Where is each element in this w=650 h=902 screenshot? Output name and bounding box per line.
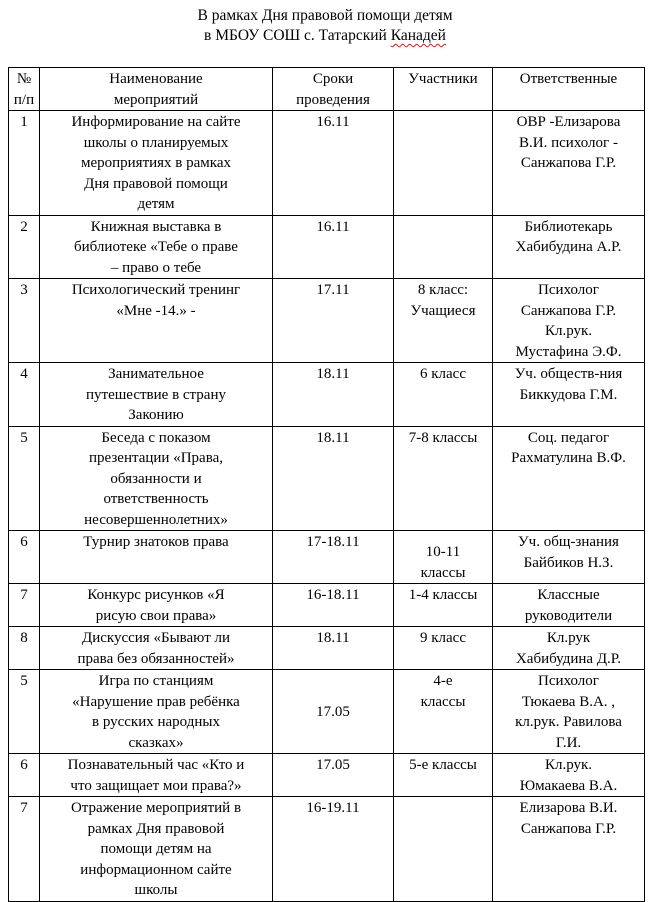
row-number: 5 <box>9 426 40 531</box>
cell-line: ОВР -Елизарова <box>516 114 621 130</box>
event-responsible <box>493 627 645 670</box>
cell-line: Ответственные <box>519 71 618 87</box>
event-name <box>40 670 273 754</box>
event-date: 18.11 <box>273 363 394 427</box>
cell-line: обязанности и <box>110 470 202 487</box>
cell-line: сказках» <box>128 734 184 751</box>
event-responsible <box>493 363 645 427</box>
cell-line: – право о тебе <box>110 259 202 276</box>
cell-line: Биккудова Г.М. <box>519 386 618 403</box>
event-name <box>40 111 273 216</box>
cell-line: Хабибудина Д.Р. <box>515 650 622 667</box>
event-name <box>40 531 273 584</box>
cell-line: № <box>16 71 32 87</box>
cell-line: детям <box>137 196 175 212</box>
event-responsible <box>493 670 645 754</box>
cell-line: 1-4 классы <box>408 587 478 603</box>
event-participants <box>394 363 493 427</box>
events-table <box>8 67 645 902</box>
event-date: 16-18.11 <box>273 584 394 627</box>
title-line-2-village: Канадей <box>390 27 446 44</box>
cell-line: несовершеннолетних» <box>84 511 228 528</box>
cell-line: Санжапова Г.Р. <box>520 302 617 319</box>
cell-line: «Нарушение прав ребёнка <box>72 693 240 710</box>
table-row <box>9 279 645 363</box>
event-responsible <box>493 111 645 216</box>
cell-line: проведения <box>296 91 370 108</box>
cell-line: помощи детям на <box>100 841 212 857</box>
row-number: 6 <box>9 754 40 797</box>
cell-line: права без обязанностей» <box>77 650 235 667</box>
event-date: 17.05 <box>273 670 394 754</box>
cell-line: Дискуссия «Бывают ли <box>81 630 231 646</box>
cell-line: Учащиеся <box>410 302 476 319</box>
cell-line: Санжапова Г.Р. <box>520 155 617 171</box>
cell-line: кл.рук. Равилова <box>515 714 622 730</box>
cell-line: информационном сайте <box>80 861 232 878</box>
cell-line: Беседа с показом <box>101 429 211 446</box>
event-participants <box>394 670 493 754</box>
event-name <box>40 627 273 670</box>
event-participants <box>394 754 493 797</box>
cell-line: Наименование <box>109 71 203 87</box>
table-row <box>9 670 645 754</box>
cell-line: Кл.рук. <box>544 757 593 773</box>
event-name <box>40 797 273 902</box>
header-dates <box>273 68 394 111</box>
row-number: 8 <box>9 627 40 670</box>
event-responsible <box>493 754 645 797</box>
event-name <box>40 279 273 363</box>
cell-line: Игра по станциям <box>98 673 214 689</box>
table-row <box>9 797 645 902</box>
title-line-2-text: в МБОУ СОШ с. Татарский <box>204 27 391 44</box>
event-date: 17-18.11 <box>273 531 394 584</box>
cell-line: Хабибудина А.Р. <box>515 239 622 255</box>
cell-line: библиотеке «Тебе о праве <box>74 239 238 255</box>
table-row <box>9 363 645 427</box>
table-header-row <box>9 68 645 111</box>
cell-line: Елизарова В.И. <box>519 800 618 816</box>
event-date: 17.11 <box>273 279 394 363</box>
cell-line: Психолог <box>538 673 599 689</box>
cell-line: Санжапова Г.Р. <box>520 820 617 837</box>
cell-line: Тюкаева В.А. , <box>521 693 616 710</box>
table-row <box>9 111 645 216</box>
cell-line: Байбиков Н.З. <box>523 554 614 571</box>
table-row <box>9 531 645 584</box>
cell-line: Сроки <box>312 71 354 87</box>
cell-line: 10-11 <box>425 544 461 560</box>
event-participants <box>394 627 493 670</box>
table-row <box>9 426 645 531</box>
event-name <box>40 363 273 427</box>
cell-line: Г.И. <box>555 734 582 751</box>
cell-line: Турнир знатоков права <box>83 534 229 550</box>
cell-line: Уч. общ-знания <box>518 534 619 550</box>
cell-line: что защищает мои права?» <box>70 777 242 794</box>
cell-line: 5-е классы <box>409 757 477 773</box>
cell-line: Классные <box>537 587 600 603</box>
cell-line: Познавательный час «Кто и <box>67 757 245 773</box>
cell-line: 4-е <box>433 673 453 689</box>
table-body <box>9 111 645 902</box>
header-participants <box>394 68 493 111</box>
cell-line: мероприятиях в рамках <box>80 155 232 171</box>
event-participants <box>394 215 493 279</box>
row-number: 2 <box>9 215 40 279</box>
cell-line: рисую свои права» <box>95 607 217 624</box>
cell-line: рамках Дня правовой <box>87 820 225 837</box>
cell-line: Психологический тренинг <box>71 282 241 298</box>
event-responsible <box>493 279 645 363</box>
cell-line: путешествие в страну <box>86 386 226 403</box>
table-row <box>9 627 645 670</box>
cell-line: классы <box>420 564 466 581</box>
row-number: 1 <box>9 111 40 216</box>
row-number: 7 <box>9 584 40 627</box>
document-title <box>0 6 650 46</box>
event-participants <box>394 279 493 363</box>
event-participants <box>394 797 493 902</box>
cell-line: школы о планируемых <box>83 134 229 151</box>
cell-line: Рахматулина В.Ф. <box>511 450 626 466</box>
cell-line: Библиотекарь <box>524 218 613 235</box>
header-name <box>40 68 273 111</box>
header-responsible <box>493 68 645 111</box>
cell-line: Занимательное <box>108 366 204 382</box>
header-num <box>9 68 40 111</box>
cell-line: мероприятий <box>113 91 199 108</box>
cell-line: Отражение мероприятий в <box>70 800 242 816</box>
event-name <box>40 215 273 279</box>
event-date: 16.11 <box>273 111 394 216</box>
cell-line: ответственность <box>103 491 209 507</box>
title-line-2 <box>0 26 650 46</box>
event-date: 17.05 <box>273 754 394 797</box>
event-name <box>40 754 273 797</box>
cell-line: Конкурс рисунков «Я <box>87 587 225 603</box>
event-participants <box>394 111 493 216</box>
cell-line: Законию <box>128 407 184 423</box>
event-participants <box>394 584 493 627</box>
cell-line: Информирование на сайте <box>71 114 241 130</box>
event-responsible <box>493 797 645 902</box>
cell-line: Участники <box>408 71 478 87</box>
cell-line: Психолог <box>538 282 599 298</box>
cell-line: Кл.рук <box>546 630 591 646</box>
cell-line: 8 класс: <box>417 282 469 298</box>
cell-line: Кл.рук. <box>544 323 593 339</box>
event-participants <box>394 426 493 531</box>
row-number: 4 <box>9 363 40 427</box>
event-responsible <box>493 531 645 584</box>
event-responsible <box>493 584 645 627</box>
event-date: 18.11 <box>273 426 394 531</box>
cell-line: школы <box>134 882 178 898</box>
event-date: 18.11 <box>273 627 394 670</box>
table-row <box>9 754 645 797</box>
event-responsible <box>493 426 645 531</box>
table-row <box>9 584 645 627</box>
cell-line: п/п <box>13 91 35 108</box>
cell-line: В.И. психолог - <box>519 134 618 151</box>
cell-line: классы <box>420 693 466 710</box>
event-date: 16-19.11 <box>273 797 394 902</box>
cell-line: Юмакаева В.А. <box>519 777 618 794</box>
event-responsible <box>493 215 645 279</box>
cell-line: презентации «Права, <box>89 450 223 466</box>
cell-line: Уч. обществ-ния <box>514 366 623 382</box>
cell-line: Дня правовой помощи <box>84 175 228 192</box>
table-row <box>9 215 645 279</box>
row-number: 6 <box>9 531 40 584</box>
cell-line: Соц. педагог <box>527 429 610 446</box>
cell-line: Книжная выставка в <box>90 218 222 235</box>
row-number: 7 <box>9 797 40 902</box>
cell-line: Мустафина Э.Ф. <box>515 343 622 360</box>
event-name <box>40 426 273 531</box>
cell-line: «Мне -14.» - <box>116 302 196 319</box>
event-date: 16.11 <box>273 215 394 279</box>
event-participants <box>394 531 493 584</box>
row-number: 3 <box>9 279 40 363</box>
title-line-1: В рамках Дня правовой помощи детям <box>197 7 453 24</box>
row-number: 5 <box>9 670 40 754</box>
cell-line: руководители <box>524 607 613 624</box>
cell-line: в русских народных <box>91 714 220 730</box>
cell-line: 7-8 классы <box>408 429 478 446</box>
cell-line: 6 класс <box>420 366 466 382</box>
cell-line: 9 класс <box>420 630 466 646</box>
event-name <box>40 584 273 627</box>
